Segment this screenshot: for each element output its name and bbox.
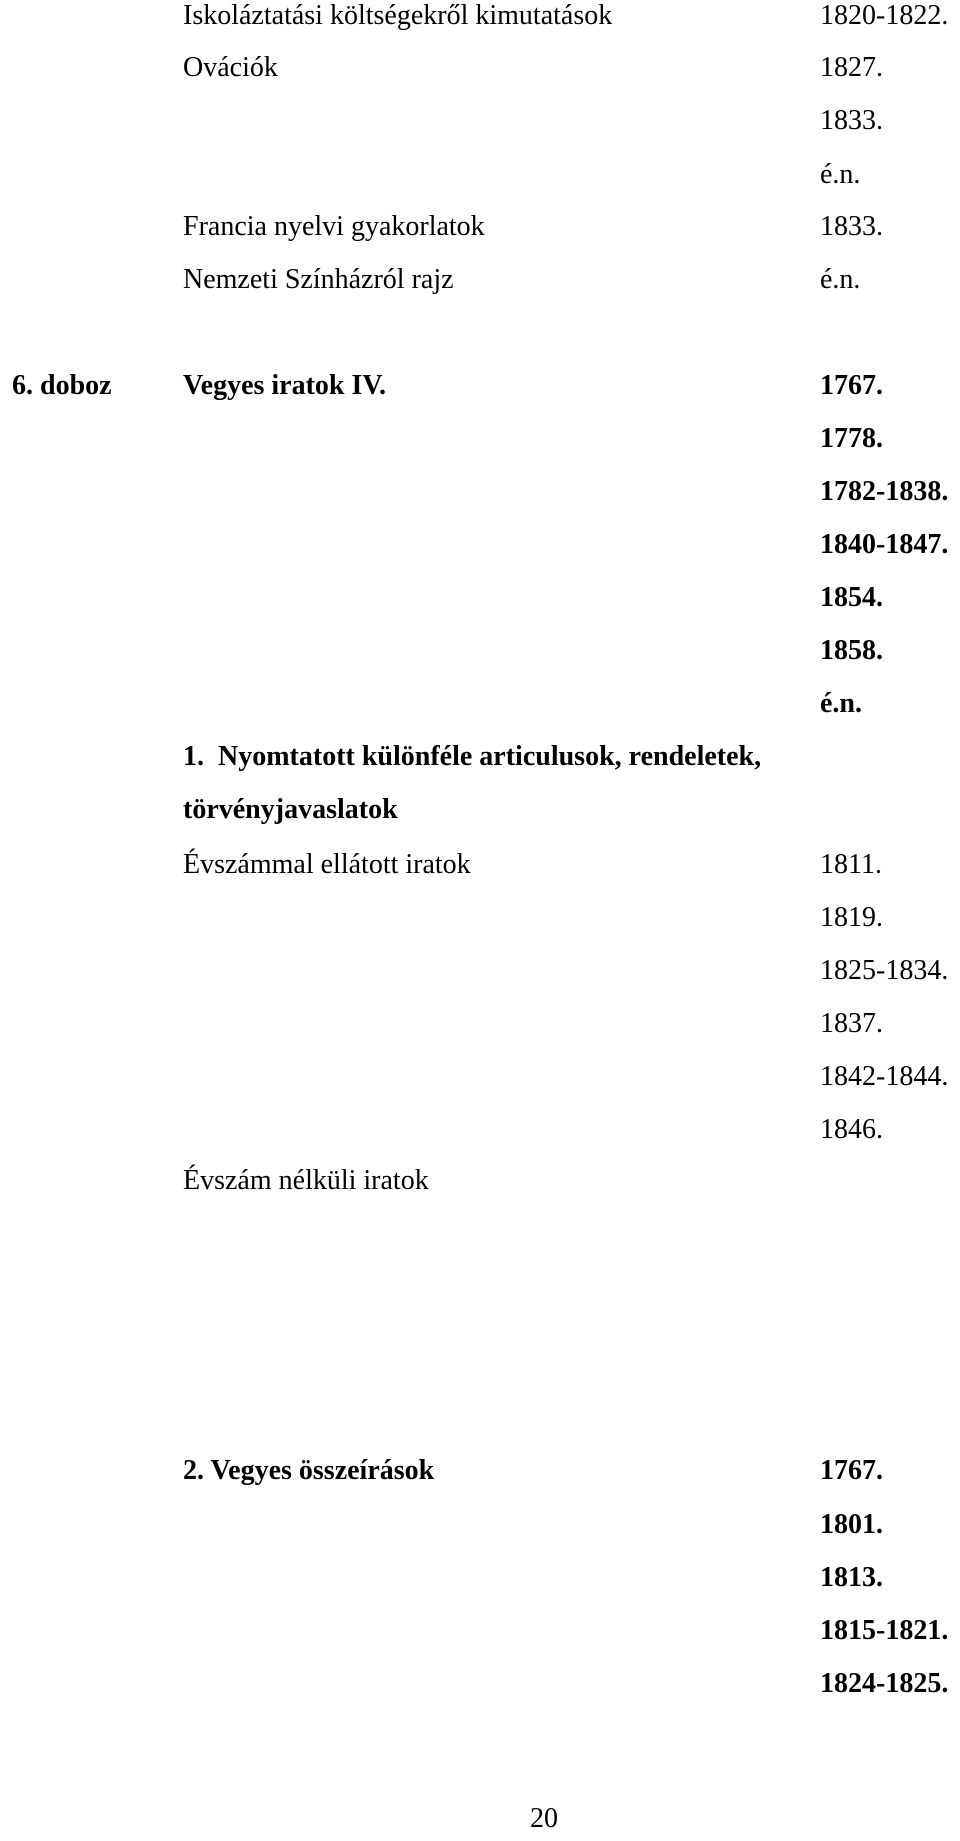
list-item-date: é.n. bbox=[820, 159, 861, 190]
list-item-label: Nemzeti Színházról rajz bbox=[183, 264, 454, 295]
box-date: 1778. bbox=[820, 423, 883, 454]
list-item-label: Iskoláztatási költségekről kimutatások bbox=[183, 0, 613, 31]
section-date: 1801. bbox=[820, 1509, 883, 1540]
subsection-date: 1842-1844. bbox=[820, 1061, 949, 1092]
section-heading: 1. Nyomtatott különféle articulusok, rendeletek, bbox=[183, 741, 762, 772]
box-date: 1858. bbox=[820, 635, 883, 666]
list-item-date: é.n. bbox=[820, 264, 861, 295]
box-title: Vegyes iratok IV. bbox=[183, 370, 387, 401]
box-label: 6. doboz bbox=[12, 370, 112, 401]
section-date: 1813. bbox=[820, 1562, 883, 1593]
list-item-date: 1833. bbox=[820, 105, 883, 136]
list-item-date: 1820-1822. bbox=[820, 0, 949, 31]
subsection-date: 1819. bbox=[820, 902, 883, 933]
section-heading-continued: törvényjavaslatok bbox=[183, 794, 398, 825]
subsection-label: Évszám nélküli iratok bbox=[183, 1165, 429, 1196]
section-date: 1824-1825. bbox=[820, 1668, 949, 1699]
box-date: 1854. bbox=[820, 582, 883, 613]
list-item-label: Francia nyelvi gyakorlatok bbox=[183, 211, 485, 242]
section-heading: 2. Vegyes összeírások bbox=[183, 1455, 435, 1486]
box-date: 1782-1838. bbox=[820, 476, 949, 507]
page-number: 20 bbox=[530, 1803, 558, 1834]
subsection-date: 1825-1834. bbox=[820, 955, 949, 986]
section-date: 1767. bbox=[820, 1455, 883, 1486]
list-item-date: 1827. bbox=[820, 52, 883, 83]
subsection-date: 1837. bbox=[820, 1008, 883, 1039]
box-date: 1840-1847. bbox=[820, 529, 949, 560]
section-date: 1815-1821. bbox=[820, 1615, 949, 1646]
subsection-date: 1846. bbox=[820, 1114, 883, 1145]
list-item-label: Ovációk bbox=[183, 52, 278, 83]
list-item-date: 1833. bbox=[820, 211, 883, 242]
box-date: é.n. bbox=[820, 688, 862, 719]
subsection-date: 1811. bbox=[820, 849, 882, 880]
subsection-label: Évszámmal ellátott iratok bbox=[183, 849, 471, 880]
box-date: 1767. bbox=[820, 370, 883, 401]
